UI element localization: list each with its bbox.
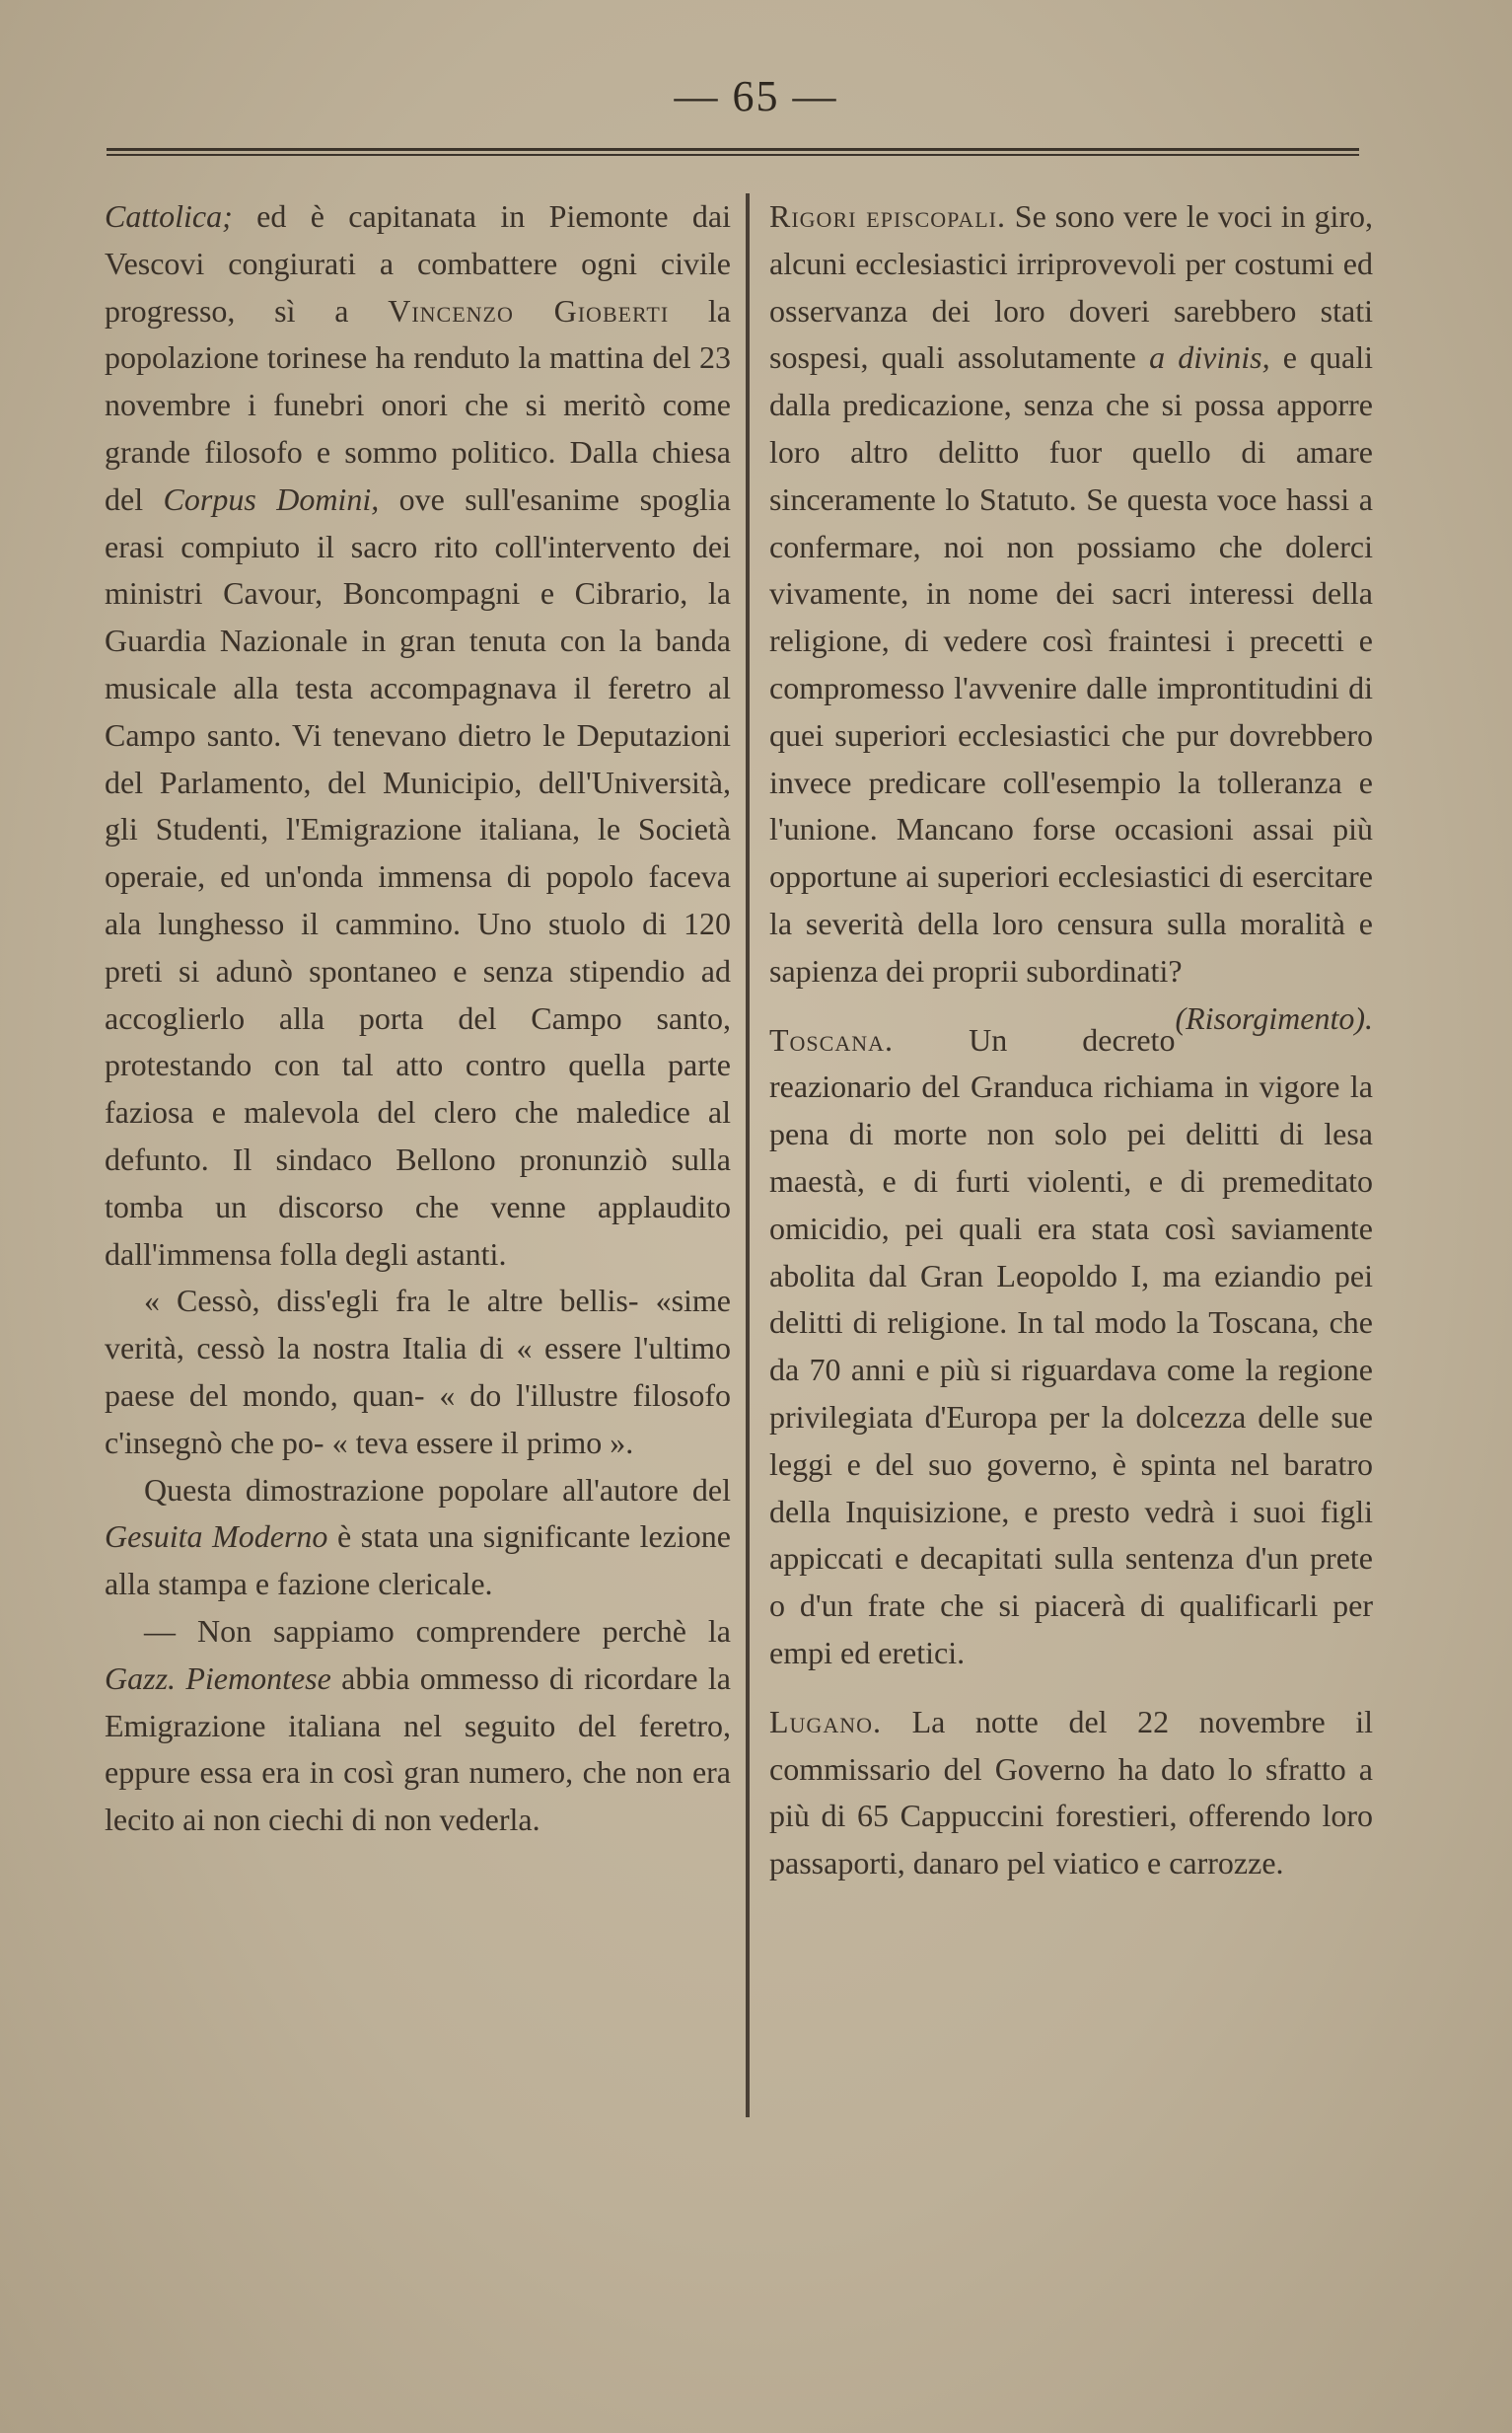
source-note: (Risorgimento). bbox=[1175, 999, 1373, 1036]
paragraph-gazzetta bbox=[105, 1608, 731, 1844]
left-column bbox=[105, 193, 731, 1844]
text-run: Se sono vere le voci in giro, alcuni ecclesiastici irriprovevoli per costumi ed osservanza dei loro doveri sarebbero stati sospesi, quali assolutamente bbox=[769, 198, 1373, 376]
text-run: e quali dalla predicazione, senza che si possa apporre loro altro delitto fuor quello di amare sinceramente lo Statuto. Se questa voce hassi a confermare, noi non possiamo che dolerci vivamente, in nome dei sacri interessi della religione, di vedere così fraintesi i precetti e compromesso l'avvenire dalle improntitudini di quei superiori ecclesiastici che pur dovrebbero invece predicare coll'esempio la tolleranza e l'unione. Mancano forse occasioni assai più opportune ai superiori ecclesiastici di esercitare la severità della loro censura sulla moralità e sapienza dei proprii subordinati? bbox=[769, 339, 1374, 989]
column-divider bbox=[746, 193, 750, 2117]
rigori-text bbox=[769, 198, 1373, 989]
text-run: la popolazione torinese ha renduto la mattina del 23 novembre i funebri onori che si meritò come grande filosofo e sommo politico. Dalla chiesa del bbox=[105, 292, 732, 517]
small-caps-run: Toscana. bbox=[769, 1021, 895, 1058]
small-caps-run: Rigori episcopali. bbox=[769, 198, 1006, 234]
paragraph-gioberti-funeral bbox=[105, 193, 731, 1278]
italic-run: Corpus Domini, bbox=[163, 480, 380, 517]
paragraph-demonstration bbox=[105, 1467, 731, 1608]
header-rule bbox=[107, 148, 1359, 156]
text-run: ed è capitanata in Piemonte dai Vescovi congiurati a combattere ogni civile progresso, sì a bbox=[105, 198, 731, 329]
paragraph-rigori-episcopali bbox=[769, 193, 1374, 1036]
text-run: abbia ommesso di ricordare la Emigrazione italiana nel seguito del feretro, eppure essa era in così gran numero, che non era lecito ai non ciechi di non vederla. bbox=[105, 1659, 732, 1838]
paragraph-toscana bbox=[769, 1017, 1373, 1677]
small-caps-run: Lugano. bbox=[769, 1703, 882, 1739]
text-run: Questa dimostrazione popolare all'autore del bbox=[144, 1471, 731, 1508]
right-column bbox=[769, 193, 1373, 1887]
text-run: « Cessò, diss'egli fra le altre bellis- «sime verità, cessò la nostra Italia di « essere l'ultimo paese del mondo, quan- « do l'illustre filosofo c'insegnò che po- « teva essere il primo ». bbox=[105, 1283, 731, 1460]
text-run: ove sull'esanime spoglia erasi compiuto il sacro rito coll'intervento dei ministri Cavour, Boncompagni e Cibrario, la Guardia Nazionale in gran tenuta con la banda musicale alla testa accompagnava il feretro al Campo santo. Vi tenevano dietro le Deputazioni del Parlamento, del Municipio, dell'Università, gli Studenti, l'Emigrazione italiana, le Società operaie, ed un'onda immensa di popolo faceva ala lunghesso il cammino. Uno stuolo di 120 preti si adunò spontaneo e senza stipendio ad accoglierlo alla porta del Campo santo, protestando con tal atto contro quella parte faziosa e malevola del clero che maledice al defunto. Il sindaco Bellono pronunziò sulla tomba un discorso che venne applaudito dall'immensa folla degli astanti. bbox=[105, 480, 732, 1272]
italic-run: Gazz. Piemontese bbox=[105, 1659, 331, 1696]
text-run: La notte del 22 novembre il commissario del Governo ha dato lo sfratto a più di 65 Cappuccini forestieri, offerendo loro passaporti, danaro pel viatico e carrozze. bbox=[769, 1703, 1373, 1881]
italic-run: a divinis, bbox=[1149, 339, 1270, 376]
text-run: è stata una significante lezione alla stampa e fazione clericale. bbox=[105, 1518, 732, 1602]
page-number: — 65 — bbox=[674, 72, 838, 120]
italic-run: Gesuita Moderno bbox=[105, 1518, 328, 1555]
text-run: Un decreto reazionario del Granduca richiama in vigore la pena di morte non solo pei delitti di lesa maestà, e di furti violenti, e di premeditato omicidio, pei quali era stata così saviamente abolita dal Gran Leopoldo I, ma eziandio pei delitti di religione. In tal modo la Toscana, che da 70 anni e più si riguardava come la regione privilegiata d'Europa per la dolcezza delle sue leggi e del suo governo, è spinta nel baratro della Inquisizione, e presto vedrà i suoi figli appiccati e decapitati sulla sentenza d'un prete o d'un frate che si piacerà di qualificarli per empi ed eretici. bbox=[769, 1021, 1373, 1670]
paragraph-lugano bbox=[769, 1699, 1373, 1887]
small-caps-run: Vincenzo Gioberti bbox=[388, 292, 670, 329]
italic-run: Cattolica; bbox=[105, 198, 233, 234]
text-run: — Non sappiamo comprendere perchè la bbox=[144, 1612, 731, 1649]
paragraph-quotation bbox=[105, 1278, 731, 1466]
